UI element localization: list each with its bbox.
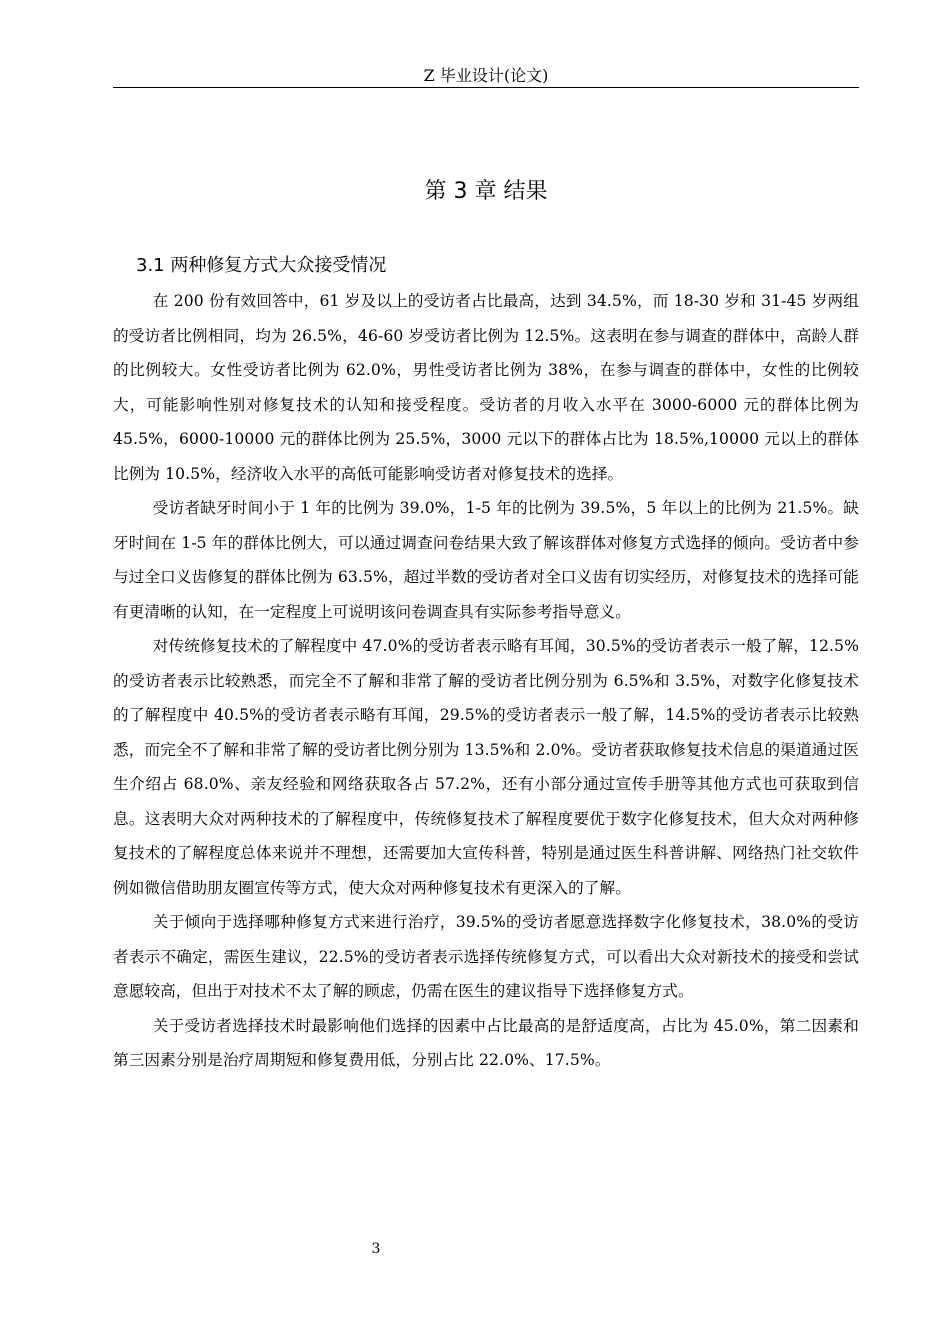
paragraph-factors: 关于受访者选择技术时最影响他们选择的因素中占比最高的是舒适度高，占比为 45.0%，第二因素和第三因素分别是治疗周期短和修复费用低，分别占比 22.0%、17.5%。: [113, 1016, 859, 1069]
running-header: Z 毕业设计(论文): [423, 66, 549, 85]
paragraph-demographics: 在 200 份有效回答中，61 岁及以上的受访者占比最高，达到 34.5%，而 18-30 岁和 31-45 岁两组的受访者比例相同，均为 26.5%，46-60 岁受访者比例为 12.5%。这表明在参与调查的群体中，高龄人群的比例较大。女性受访者比例为 62.0%，男性受访者比例为 38%，在参与调查的群体中，女性的比例较大，可能影响性别对修复技术的认知和接受程度。受访者的月收入水平在 3000-6000 元的群体比例为 45.5%，6000-10000 元的群体比例为 25.5%，3000 元以下的群体占比为 18.5%,10000 元以上的群体比例为 10.5%，经济收入水平的高低可能影响受访者对修复技术的选择。: [113, 292, 859, 483]
paragraph-preference: 关于倾向于选择哪种修复方式来进行治疗，39.5%的受访者愿意选择数字化修复技术，38.0%的受访者表示不确定，需医生建议，22.5%的受访者表示选择传统修复方式，可以看出大众对新技术的接受和尝试意愿较高，但出于对技术不太了解的顾虑，仍需在医生的建议指导下选择修复方式。: [113, 913, 859, 1000]
page-number: 3: [371, 1241, 381, 1257]
chapter-title: 第 3 章 结果: [424, 179, 548, 204]
body-text: [113, 284, 859, 1078]
section-title: 3.1 两种修复方式大众接受情况: [136, 255, 387, 276]
paragraph-missing-teeth: 受访者缺牙时间小于 1 年的比例为 39.0%，1-5 年的比例为 39.5%，5 年以上的比例为 21.5%。缺牙时间在 1-5 年的群体比例大，可以通过调查问卷结果大致了解该群体对修复方式选择的倾向。受访者中参与过全口义齿修复的群体比例为 63.5%，超过半数的受访者对全口义齿有切实经历，对修复技术的选择可能有更清晰的认知，在一定程度上可说明该问卷调查具有实际参考指导意义。: [113, 499, 859, 621]
header-rule: [113, 87, 859, 88]
paragraph-awareness: 对传统修复技术的了解程度中 47.0%的受访者表示略有耳闻，30.5%的受访者表示一般了解，12.5%的受访者表示比较熟悉，而完全不了解和非常了解的受访者比例分别为 6.5%和 3.5%，对数字化修复技术的了解程度中 40.5%的受访者表示略有耳闻，29.5%的受访者表示一般了解，14.5%的受访者表示比较熟悉，而完全不了解和非常了解的受访者比例分别为 13.5%和 2.0%。受访者获取修复技术信息的渠道通过医生介绍占 68.0%、亲友经验和网络获取各占 57.2%，还有小部分通过宣传手册等其他方式也可获取到信息。这表明大众对两种技术的了解程度中，传统修复技术了解程度要优于数字化修复技术，但大众对两种修复技术的了解程度总体来说并不理想，还需要加大宣传科普，特别是通过医生科普讲解、网络热门社交软件例如微信借助朋友圈宣传等方式，使大众对两种修复技术有更深入的了解。: [113, 637, 859, 897]
